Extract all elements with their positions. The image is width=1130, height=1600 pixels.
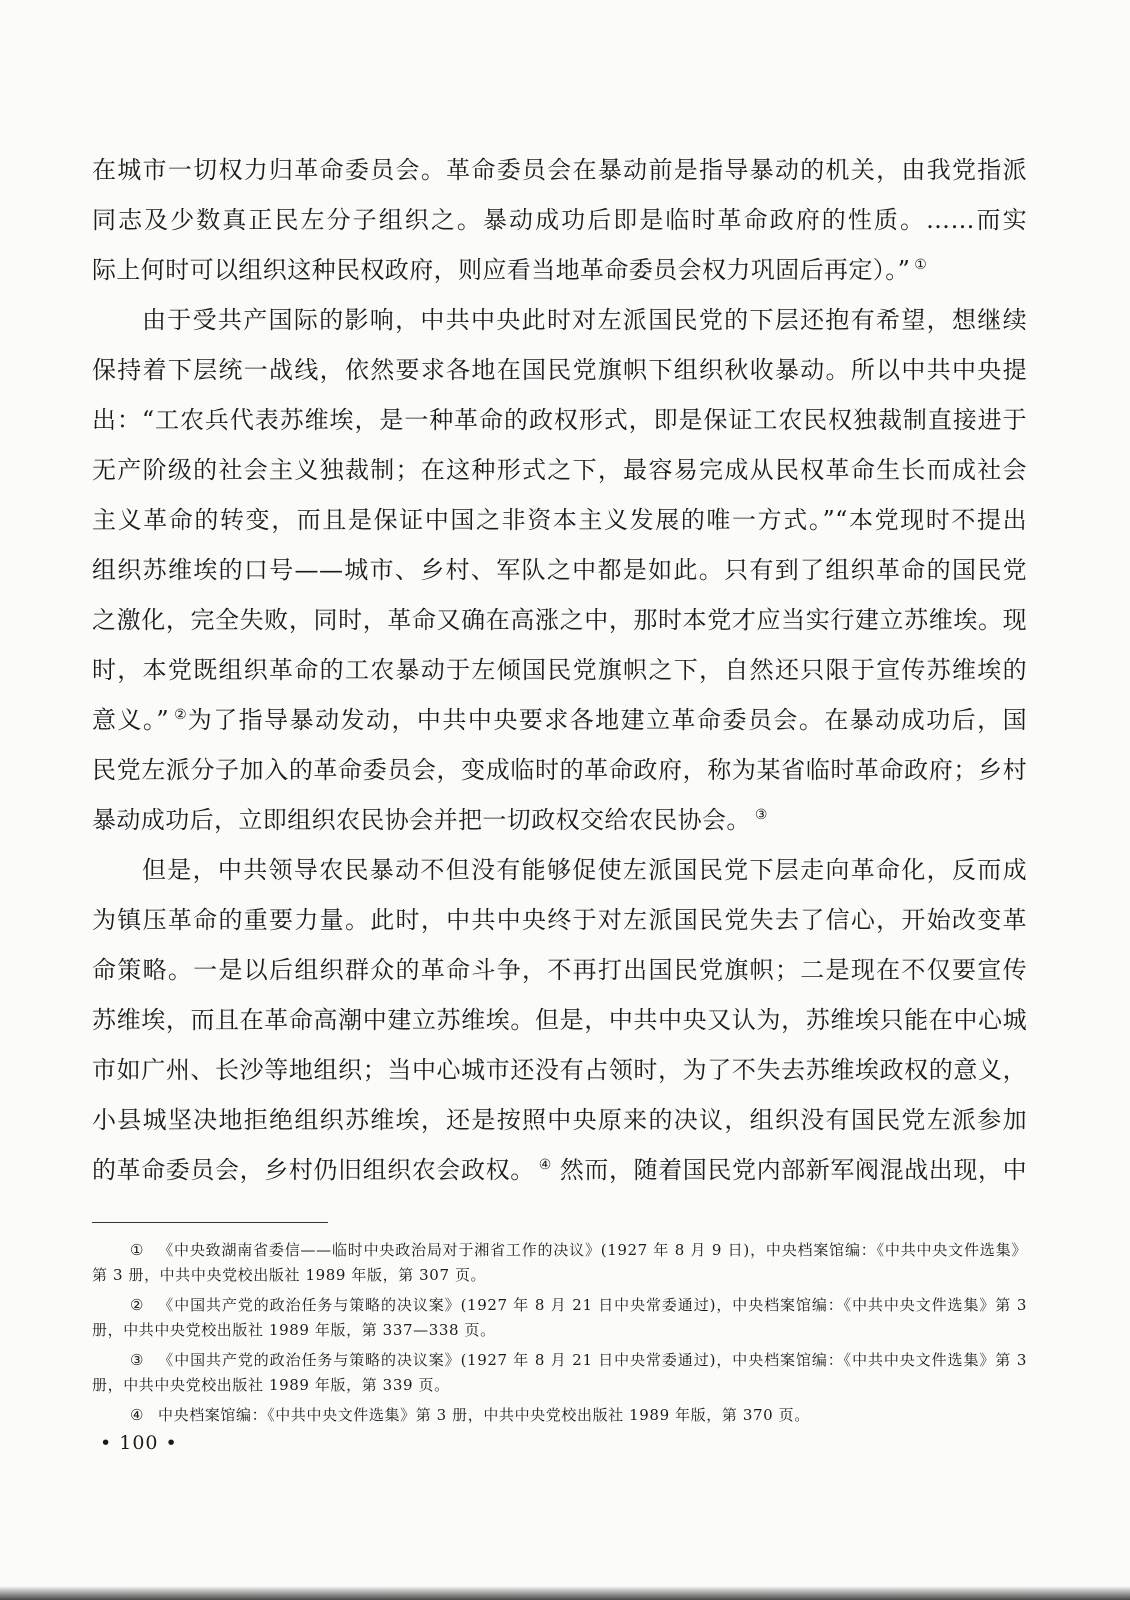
body-line (92, 795, 1027, 845)
footnote-text: 《中国共产党的政治任务与策略的决议案》(1927 年 8 月 21 日中央常委通过)，中央档案馆编：《中共中央文件选集》第 3 (158, 1351, 1027, 1369)
footnote-marker: ④ (130, 1406, 144, 1424)
footnote-line (92, 1348, 1027, 1373)
footnote-ref-2: ② (173, 707, 188, 723)
body-line: 为镇压革命的重要力量。此时，中共中央终于对左派国民党失去了信心，开始改变革 (92, 906, 1027, 934)
body-line-text: 际上何时可以组织这种民权政府，则应看当地革命委员会权力巩固后再定）。” (92, 256, 911, 284)
body-text (92, 145, 1027, 1195)
footnote-ref-4: ④ (538, 1157, 552, 1173)
body-line-text: 的革命委员会，乡村仍旧组织农会政权。 (92, 1156, 535, 1184)
body-line: 之激化，完全失败，同时，革命又确在高涨之中，那时本党才应当实行建立苏维埃。现 (92, 606, 1027, 634)
footnote-marker: ① (130, 1241, 144, 1259)
body-line: 小县城坚决地拒绝组织苏维埃，还是按照中央原来的决议，组织没有国民党左派参加 (92, 1106, 1027, 1134)
paragraph (92, 145, 1027, 295)
body-line-text: 暴动成功后，立即组织农民协会并把一切政权交给农民协会。 (92, 806, 751, 834)
body-line: 出：“工农兵代表苏维埃，是一种革命的政权形式，即是保证工农民权独裁制直接进于 (92, 406, 1027, 434)
footnote-separator (92, 1222, 328, 1223)
scan-shadow (0, 1586, 1130, 1600)
body-line-text: 为了指导暴动发动，中共中央要求各地建立革命委员会。在暴动成功后，国 (187, 706, 1027, 734)
footnote-marker: ② (130, 1296, 144, 1314)
body-line: 苏维埃，而且在革命高潮中建立苏维埃。但是，中共中央又认为，苏维埃只能在中心城 (92, 1006, 1027, 1034)
body-line (92, 695, 1027, 745)
body-line: 组织苏维埃的口号——城市、乡村、军队之中都是如此。只有到了组织革命的国民党 (92, 556, 1027, 584)
footnote-line: 册，中共中央党校出版社 1989 年版，第 337—338 页。 (92, 1321, 496, 1339)
footnote-ref-1: ① (914, 257, 927, 273)
footnote-line: 册，中共中央党校出版社 1989 年版，第 339 页。 (92, 1376, 450, 1394)
body-line: 命策略。一是以后组织群众的革命斗争，不再打出国民党旗帜；二是现在不仅要宣传 (92, 956, 1027, 984)
footnote-line (92, 1238, 1027, 1263)
body-line: 在城市一切权力归革命委员会。革命委员会在暴动前是指导暴动的机关，由我党指派 (92, 156, 1027, 184)
body-line: 同志及少数真正民左分子组织之。暴动成功后即是临时革命政府的性质。……而实 (92, 206, 1027, 234)
footnote-text: 中央档案馆编：《中共中央文件选集》第 3 册，中共中央党校出版社 1989 年版，第 370 页。 (158, 1406, 810, 1424)
body-line: 民党左派分子加入的革命委员会，变成临时的革命政府，称为某省临时革命政府；乡村 (92, 756, 1027, 784)
footnote-ref-3: ③ (754, 807, 768, 823)
paragraph (92, 295, 1027, 845)
footnote-line: 第 3 册，中共中央党校出版社 1989 年版，第 307 页。 (92, 1266, 487, 1284)
body-line: 主义革命的转变，而且是保证中国之非资本主义发展的唯一方式。”“本党现时不提出 (92, 506, 1027, 534)
body-line: 保持着下层统一战线，依然要求各地在国民党旗帜下组织秋收暴动。所以中共中央提 (92, 356, 1027, 384)
footnote-2 (92, 1293, 1027, 1343)
footnote-line (92, 1293, 1027, 1318)
body-line-text: 然而，随着国民党内部新军阀混战出现，中 (551, 1156, 1027, 1184)
body-line (92, 245, 1027, 295)
footnote-line (92, 1403, 1027, 1428)
footnote-text: 《中国共产党的政治任务与策略的决议案》(1927 年 8 月 21 日中央常委通过)，中央档案馆编：《中共中央文件选集》第 3 (158, 1296, 1027, 1314)
footnotes (92, 1238, 1027, 1433)
body-line: 市如广州、长沙等地组织；当中心城市还没有占领时，为了不失去苏维埃政权的意义， (92, 1056, 1027, 1084)
body-line: 由于受共产国际的影响，中共中央此时对左派国民党的下层还抱有希望，想继续 (142, 306, 1027, 334)
footnote-4 (92, 1403, 1027, 1428)
footnote-marker: ③ (130, 1351, 144, 1369)
body-line: 时，本党既组织革命的工农暴动于左倾国民党旗帜之下，自然还只限于宣传苏维埃的 (92, 656, 1027, 684)
body-line (92, 1145, 1027, 1195)
body-line-text: 意义。” (92, 706, 170, 734)
body-line: 但是，中共领导农民暴动不但没有能够促使左派国民党下层走向革命化，反而成 (142, 856, 1027, 884)
body-line: 无产阶级的社会主义独裁制；在这种形式之下，最容易完成从民权革命生长而成社会 (92, 456, 1027, 484)
footnote-1 (92, 1238, 1027, 1288)
paragraph (92, 845, 1027, 1195)
footnote-3 (92, 1348, 1027, 1398)
footnote-text: 《中央致湖南省委信——临时中央政治局对于湘省工作的决议》(1927 年 8 月 9 日)，中央档案馆编：《中共中央文件选集》 (158, 1241, 1027, 1259)
page-number: • 100 • (100, 1432, 178, 1454)
